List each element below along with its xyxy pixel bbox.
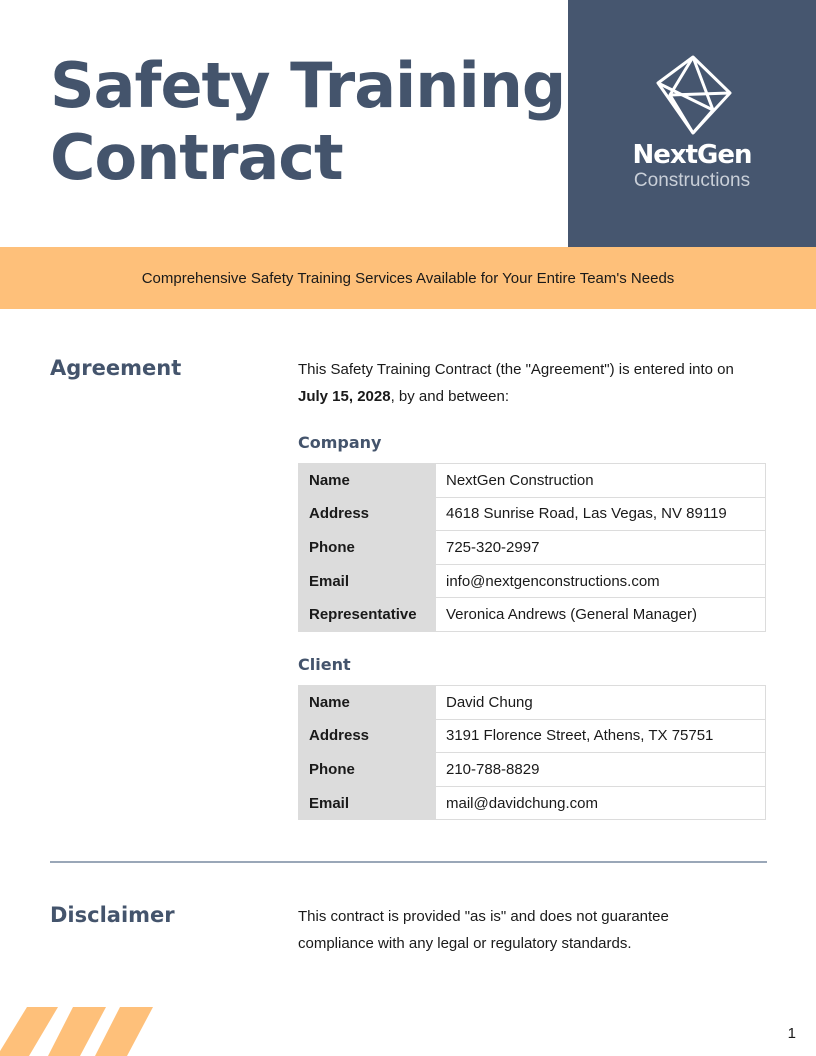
disclaimer-heading: Disclaimer: [50, 903, 175, 927]
intro-text-end: , by and between:: [390, 388, 509, 405]
table-row: [299, 531, 766, 565]
row-value: 3191 Florence Street, Athens, TX 75751: [436, 719, 766, 753]
agreement-date: July 15, 2028: [298, 388, 391, 405]
logo-name: NextGen: [632, 140, 752, 170]
row-value: NextGen Construction: [436, 464, 766, 498]
table-row: [299, 497, 766, 531]
row-label: Phone: [299, 531, 436, 565]
company-heading: Company: [298, 433, 382, 452]
client-heading: Client: [298, 655, 351, 674]
logo-subtitle: Constructions: [633, 170, 751, 191]
row-label: Name: [299, 464, 436, 498]
row-value: mail@davidchung.com: [436, 786, 766, 820]
row-label: Address: [299, 719, 436, 753]
row-value: 725-320-2997: [436, 531, 766, 565]
disclaimer-text: This contract is provided "as is" and does not guarantee compliance with any legal or regulatory standards.: [298, 908, 669, 952]
client-table: [298, 685, 766, 820]
page-number: 1: [787, 1025, 796, 1042]
table-row: [299, 564, 766, 598]
page-title: [50, 50, 565, 194]
title-line-2: Contract: [50, 121, 343, 194]
table-row: [299, 464, 766, 498]
table-row: [299, 753, 766, 787]
table-row: [299, 786, 766, 820]
row-label: Email: [299, 564, 436, 598]
row-value: David Chung: [436, 686, 766, 720]
row-label: Name: [299, 686, 436, 720]
title-line-1: Safety Training: [50, 49, 566, 122]
decorative-stripes: [0, 1007, 160, 1056]
table-row: [299, 598, 766, 632]
row-value: Veronica Andrews (General Manager): [436, 598, 766, 632]
row-label: Email: [299, 786, 436, 820]
row-label: Address: [299, 497, 436, 531]
row-value: info@nextgenconstructions.com: [436, 564, 766, 598]
table-row: [299, 686, 766, 720]
row-label: Representative: [299, 598, 436, 632]
agreement-heading: Agreement: [50, 356, 182, 380]
agreement-intro: [298, 356, 768, 410]
table-row: [299, 719, 766, 753]
row-label: Phone: [299, 753, 436, 787]
section-divider: [50, 861, 767, 863]
row-value: 4618 Sunrise Road, Las Vegas, NV 89119: [436, 497, 766, 531]
banner: Comprehensive Safety Training Services Available for Your Entire Team's Needs: [0, 247, 816, 309]
company-table: [298, 463, 766, 632]
row-value: 210-788-8829: [436, 753, 766, 787]
diamond-logo-icon: [648, 52, 738, 142]
intro-text: This Safety Training Contract (the "Agreement") is entered into on: [298, 361, 734, 378]
